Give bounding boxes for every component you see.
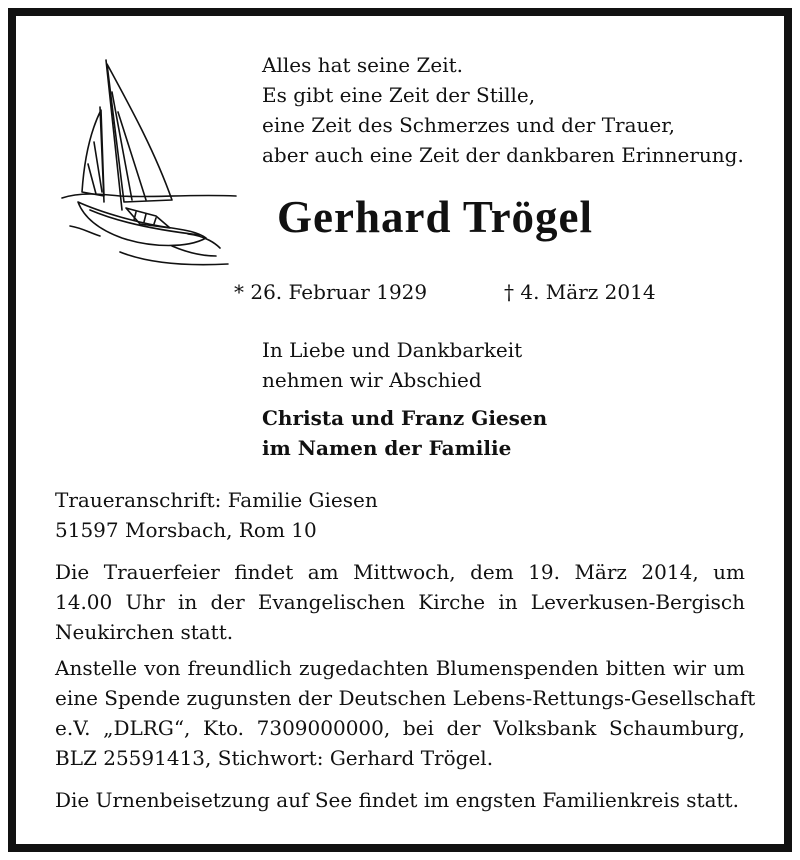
burial-line: Die Urnenbeisetzung auf See findet im engsten Familienkreis statt. <box>55 788 739 812</box>
birth-date: * 26. Februar 1929 <box>234 280 428 304</box>
donation-line: BLZ 25591413, Stichwort: Gerhard Trögel. <box>55 746 494 770</box>
service-paragraph <box>55 557 745 647</box>
donation-line: eine Spende zugunsten der Deutschen Lebens-Rettungs-Gesellschaft <box>55 686 756 710</box>
motto-line: Es gibt eine Zeit der Stille, <box>262 83 536 107</box>
donation-line: Anstelle von freundlich zugedachten Blumenspenden bitten wir um <box>55 656 745 680</box>
mourning-address <box>55 485 378 545</box>
service-line: 14.00 Uhr in der Evangelischen Kirche in Leverkusen-Bergisch <box>55 590 745 614</box>
mourners-line: Christa und Franz Giesen <box>262 406 548 430</box>
burial-paragraph <box>55 785 745 815</box>
death-date: † 4. März 2014 <box>504 280 656 304</box>
motto-line: eine Zeit des Schmerzes und der Trauer, <box>262 113 675 137</box>
mourners-signature <box>262 403 547 463</box>
mourners-line: im Namen der Familie <box>262 436 512 460</box>
address-line: Traueranschrift: Familie Giesen <box>55 488 378 512</box>
address-line: 51597 Morsbach, Rom 10 <box>55 518 317 542</box>
service-line: Die Trauerfeier findet am Mittwoch, dem 19. März 2014, um <box>55 560 745 584</box>
life-dates <box>234 278 656 306</box>
donation-line: e.V. „DLRG“, Kto. 7309000000, bei der Volksbank Schaumburg, <box>55 716 745 740</box>
sailboat-icon <box>60 52 245 277</box>
farewell-line: nehmen wir Abschied <box>262 368 482 392</box>
motto-verse <box>262 50 744 170</box>
motto-line: Alles hat seine Zeit. <box>262 53 463 77</box>
deceased-name: Gerhard Trögel <box>277 192 594 242</box>
service-line: Neukirchen statt. <box>55 620 234 644</box>
motto-line: aber auch eine Zeit der dankbaren Erinnerung. <box>262 143 744 167</box>
farewell-text <box>262 335 522 395</box>
donation-paragraph <box>55 653 756 773</box>
farewell-line: In Liebe und Dankbarkeit <box>262 338 523 362</box>
